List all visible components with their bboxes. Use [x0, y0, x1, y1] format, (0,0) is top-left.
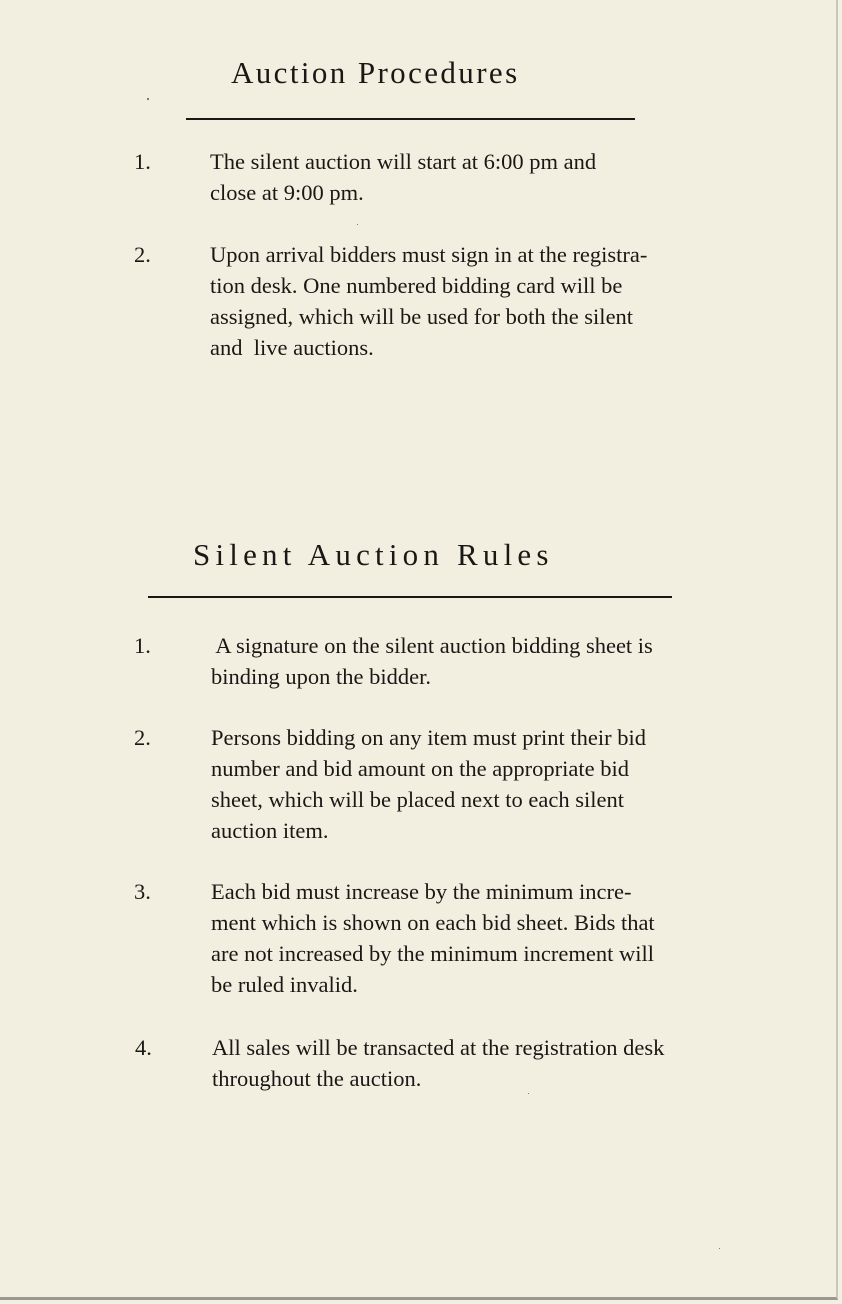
rules-title-underline: [148, 596, 672, 598]
rules-item-2-line-1: Persons bidding on any item must print their bid: [211, 725, 646, 750]
rules-item-4-line-1: All sales will be transacted at the registration desk: [212, 1035, 665, 1060]
rules-item-3-line-2: ment which is shown on each bid sheet. Bids that: [211, 910, 655, 935]
rules-item-3-line-1: Each bid must increase by the minimum incre-: [211, 879, 632, 904]
rules-item-2-line-4: auction item.: [211, 818, 329, 843]
rules-item-1-number: 1.: [134, 633, 151, 658]
paper-speck: [147, 98, 149, 100]
rules-item-4-line-2: throughout the auction.: [212, 1066, 422, 1091]
rules-item-3-line-4: be ruled invalid.: [211, 972, 358, 997]
rules-title: Silent Auction Rules: [193, 537, 554, 572]
procedures-item-2-number: 2.: [134, 242, 151, 267]
procedures-title: Auction Procedures: [231, 55, 520, 90]
procedures-item-2-line-2: tion desk. One numbered bidding card will be: [210, 273, 623, 298]
rules-item-2-number: 2.: [134, 725, 151, 750]
paper-speck: [528, 1093, 529, 1094]
procedures-item-2-line-3: assigned, which will be used for both the silent: [210, 304, 634, 329]
paper-speck: [357, 224, 358, 225]
paper-speck: [719, 1248, 720, 1249]
procedures-item-1-text: [210, 146, 596, 208]
procedures-item-2-text: [210, 239, 647, 363]
rules-item-1-text: [211, 630, 653, 692]
rules-item-3-text: [211, 876, 655, 1000]
procedures-item-1-number: 1.: [134, 149, 151, 174]
procedures-title-underline: [186, 118, 635, 120]
rules-item-1-line-2: binding upon the bidder.: [211, 664, 431, 689]
rules-item-4-text: [212, 1032, 664, 1094]
procedures-item-2-line-4: and live auctions.: [210, 335, 374, 360]
rules-item-3-number: 3.: [134, 879, 151, 904]
procedures-item-2-line-1: Upon arrival bidders must sign in at the registra-: [210, 242, 648, 267]
procedures-item-1-line-2: close at 9:00 pm.: [210, 180, 364, 205]
rules-item-3-line-3: are not increased by the minimum increment will: [211, 941, 654, 966]
rules-item-4-number: 4.: [135, 1035, 152, 1060]
rules-item-2-line-2: number and bid amount on the appropriate bid: [211, 756, 630, 781]
rules-item-1-line-1: A signature on the silent auction bidding sheet is: [211, 633, 653, 658]
rules-item-2-line-3: sheet, which will be placed next to each silent: [211, 787, 624, 812]
procedures-item-1-line-1: The silent auction will start at 6:00 pm and: [210, 149, 597, 174]
rules-item-2-text: [211, 722, 646, 846]
